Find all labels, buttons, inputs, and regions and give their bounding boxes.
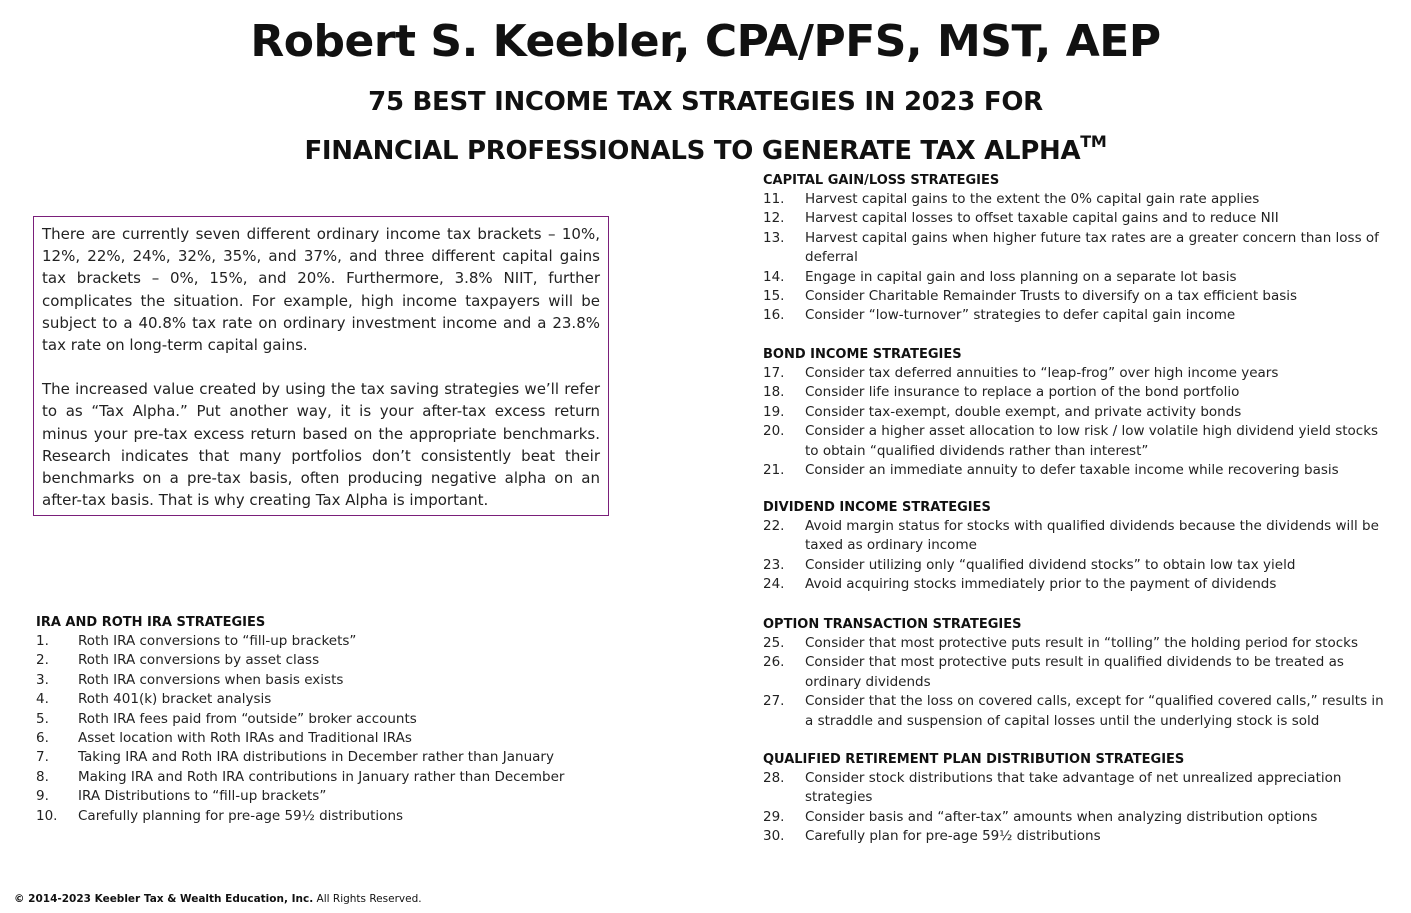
copyright-footer — [14, 892, 422, 906]
strategy-item — [763, 692, 1391, 731]
strategy-list — [763, 364, 1391, 480]
strategy-number: 11. — [763, 191, 785, 207]
strategy-number: 1. — [36, 633, 49, 649]
section-option-transaction — [763, 615, 1391, 731]
strategy-list — [763, 769, 1391, 847]
section-heading: DIVIDEND INCOME STRATEGIES — [763, 500, 991, 515]
strategy-item — [36, 729, 636, 748]
strategy-text: Roth IRA conversions when basis exists — [78, 671, 344, 688]
strategy-item — [763, 268, 1391, 287]
strategy-text: Consider Charitable Remainder Trusts to diversify on a tax efficient basis — [805, 288, 1298, 305]
strategy-text: Consider utilizing only “qualified dividend stocks” to obtain low tax yield — [805, 556, 1296, 573]
section-heading: QUALIFIED RETIREMENT PLAN DISTRIBUTION STRATEGIES — [763, 752, 1185, 767]
strategy-number: 15. — [763, 288, 785, 305]
section-heading: CAPITAL GAIN/LOSS STRATEGIES — [763, 173, 1000, 188]
strategy-text: Engage in capital gain and loss planning on a separate lot basis — [805, 268, 1237, 285]
section-heading: IRA AND ROTH IRA STRATEGIES — [36, 615, 266, 630]
strategy-number: 7. — [36, 749, 49, 766]
strategy-item — [763, 769, 1391, 808]
strategy-item — [36, 807, 636, 826]
strategy-text: Consider basis and “after-tax” amounts when analyzing distribution options — [805, 808, 1318, 825]
strategy-text: IRA Distributions to “fill-up brackets” — [78, 788, 327, 805]
strategy-text: Avoid acquiring stocks immediately prior to the payment of dividends — [805, 576, 1277, 593]
strategy-number: 17. — [763, 365, 785, 381]
section-capital-gain-loss — [763, 171, 1391, 326]
strategy-text: Roth IRA fees paid from “outside” broker accounts — [78, 710, 417, 727]
strategy-item — [763, 229, 1391, 268]
strategy-item — [763, 461, 1391, 480]
strategy-number: 29. — [763, 808, 785, 825]
strategy-number: 12. — [763, 210, 785, 227]
strategy-number: 28. — [763, 770, 785, 786]
strategy-text: Consider an immediate annuity to defer taxable income while recovering basis — [805, 462, 1339, 479]
author-name: Robert S. Keebler, CPA/PFS, MST, AEP — [250, 16, 1161, 67]
strategy-list — [763, 190, 1391, 326]
strategy-item — [763, 827, 1391, 846]
strategy-number: 21. — [763, 462, 785, 479]
strategy-item — [763, 209, 1391, 228]
strategy-number: 13. — [763, 229, 785, 246]
strategy-item — [763, 634, 1391, 653]
title-line-2-text: FINANCIAL PROFESSIONALS TO GENERATE TAX ALPHA — [304, 136, 1081, 166]
strategy-item — [36, 651, 636, 670]
strategy-number: 24. — [763, 576, 785, 593]
strategy-number: 6. — [36, 730, 49, 747]
strategy-text: Consider that the loss on covered calls, except for “qualified covered calls,” results in a straddle and suspension of capital losses until the underlying stock is sold — [805, 693, 1384, 729]
strategy-number: 18. — [763, 384, 785, 401]
title-line-1: 75 BEST INCOME TAX STRATEGIES IN 2023 FOR — [368, 87, 1043, 117]
section-heading: BOND INCOME STRATEGIES — [763, 347, 962, 362]
trademark-mark: TM — [1080, 132, 1107, 151]
strategy-text: Harvest capital losses to offset taxable capital gains and to reduce NII — [805, 210, 1279, 227]
footer-company: © 2014-2023 Keebler Tax & Wealth Education, Inc. — [14, 893, 314, 905]
strategy-number: 27. — [763, 693, 785, 710]
section-dividend-income — [763, 498, 1391, 595]
strategy-item — [763, 306, 1391, 325]
strategy-number: 2. — [36, 652, 49, 669]
strategy-item — [763, 575, 1391, 594]
strategy-number: 3. — [36, 671, 49, 688]
strategy-item — [36, 632, 636, 651]
strategy-number: 26. — [763, 654, 785, 671]
section-heading: OPTION TRANSACTION STRATEGIES — [763, 617, 1022, 632]
strategy-text: Roth 401(k) bracket analysis — [78, 691, 272, 708]
strategy-item — [763, 653, 1391, 692]
strategy-item — [36, 690, 636, 709]
strategy-item — [36, 748, 636, 767]
strategy-text: Making IRA and Roth IRA contributions in January rather than December — [78, 768, 565, 785]
footer-rights: All Rights Reserved. — [316, 893, 422, 905]
strategy-text: Consider “low-turnover” strategies to defer capital gain income — [805, 307, 1236, 324]
strategy-list — [36, 632, 636, 826]
strategy-number: 9. — [36, 788, 49, 805]
strategy-number: 19. — [763, 403, 785, 420]
strategy-list — [763, 517, 1391, 595]
strategy-text: Harvest capital gains to the extent the 0% capital gain rate applies — [805, 191, 1260, 207]
strategy-number: 30. — [763, 828, 785, 845]
strategy-text: Roth IRA conversions by asset class — [78, 652, 320, 669]
strategy-text: Carefully plan for pre-age 59½ distributions — [805, 828, 1101, 845]
strategy-number: 22. — [763, 518, 785, 534]
strategy-text: Harvest capital gains when higher future tax rates are a greater concern than loss of deferral — [805, 229, 1379, 266]
strategy-number: 5. — [36, 710, 49, 727]
strategy-text: Consider life insurance to replace a portion of the bond portfolio — [805, 384, 1240, 401]
strategy-item — [763, 556, 1391, 575]
strategy-list — [763, 634, 1391, 731]
strategy-text: Consider tax-exempt, double exempt, and private activity bonds — [805, 403, 1242, 420]
strategy-item — [763, 517, 1391, 556]
strategy-number: 10. — [36, 807, 58, 824]
strategy-text: Roth IRA conversions to “fill-up brackets” — [78, 633, 357, 649]
title-line-2 — [0, 122, 1411, 171]
section-qualified-retirement — [763, 750, 1391, 847]
intro-box — [33, 216, 609, 516]
strategy-text: Consider stock distributions that take advantage of net unrealized appreciation strategies — [805, 770, 1342, 806]
strategy-number: 16. — [763, 307, 785, 324]
strategy-text: Consider that most protective puts result in qualified dividends to be treated as ordinary dividends — [805, 654, 1344, 690]
strategy-number: 4. — [36, 691, 49, 708]
strategy-item — [763, 383, 1391, 402]
strategy-number: 23. — [763, 556, 785, 573]
strategy-item — [36, 768, 636, 787]
strategy-item — [36, 671, 636, 690]
section-ira — [36, 613, 636, 826]
strategy-text: Taking IRA and Roth IRA distributions in December rather than January — [78, 749, 554, 766]
strategy-text: Carefully planning for pre-age 59½ distributions — [78, 807, 404, 824]
strategy-item — [763, 808, 1391, 827]
strategy-number: 14. — [763, 268, 785, 285]
strategy-item — [763, 403, 1391, 422]
strategy-text: Consider that most protective puts result in “tolling” the holding period for stocks — [805, 635, 1359, 651]
section-bond-income — [763, 345, 1391, 480]
strategy-item — [763, 422, 1391, 461]
strategy-number: 8. — [36, 768, 49, 785]
strategy-number: 20. — [763, 423, 785, 440]
strategy-number: 25. — [763, 635, 785, 651]
intro-paragraph-2: The increased value created by using the tax saving strategies we’ll refer to as “Tax Alpha.” Put another way, it is your after-tax excess return minus your pre-tax excess return based on the appropriate benchmarks. Research indicates that many portfolios don’t consistently beat their benchmarks on a pre-tax basis, often producing negative alpha on an after-tax basis. That is why creating Tax Alpha is important. — [42, 380, 600, 510]
strategy-item — [36, 710, 636, 729]
strategy-item — [763, 364, 1391, 383]
strategy-text: Asset location with Roth IRAs and Traditional IRAs — [78, 730, 412, 747]
strategy-text: Avoid margin status for stocks with qualified dividends because the dividends will be taxed as ordinary income — [805, 518, 1379, 554]
strategy-text: Consider tax deferred annuities to “leap-frog” over high income years — [805, 365, 1279, 381]
strategy-item — [763, 190, 1391, 209]
intro-paragraph-1: There are currently seven different ordinary income tax brackets – 10%, 12%, 22%, 24%, 32%, 35%, and 37%, and three different capital gains tax brackets – 0%, 15%, and 20%. Furthermore, 3.8% NIIT, further complicates the situation. For example, high income taxpayers will be subject to a 40.8% tax rate on ordinary investment income and a 23.8% tax rate on long-term capital gains. — [42, 225, 600, 355]
strategy-item — [763, 287, 1391, 306]
strategy-text: Consider a higher asset allocation to low risk / low volatile high dividend yield stocks to obtain “qualified dividends rather than interest” — [805, 423, 1379, 459]
strategy-item — [36, 787, 636, 806]
